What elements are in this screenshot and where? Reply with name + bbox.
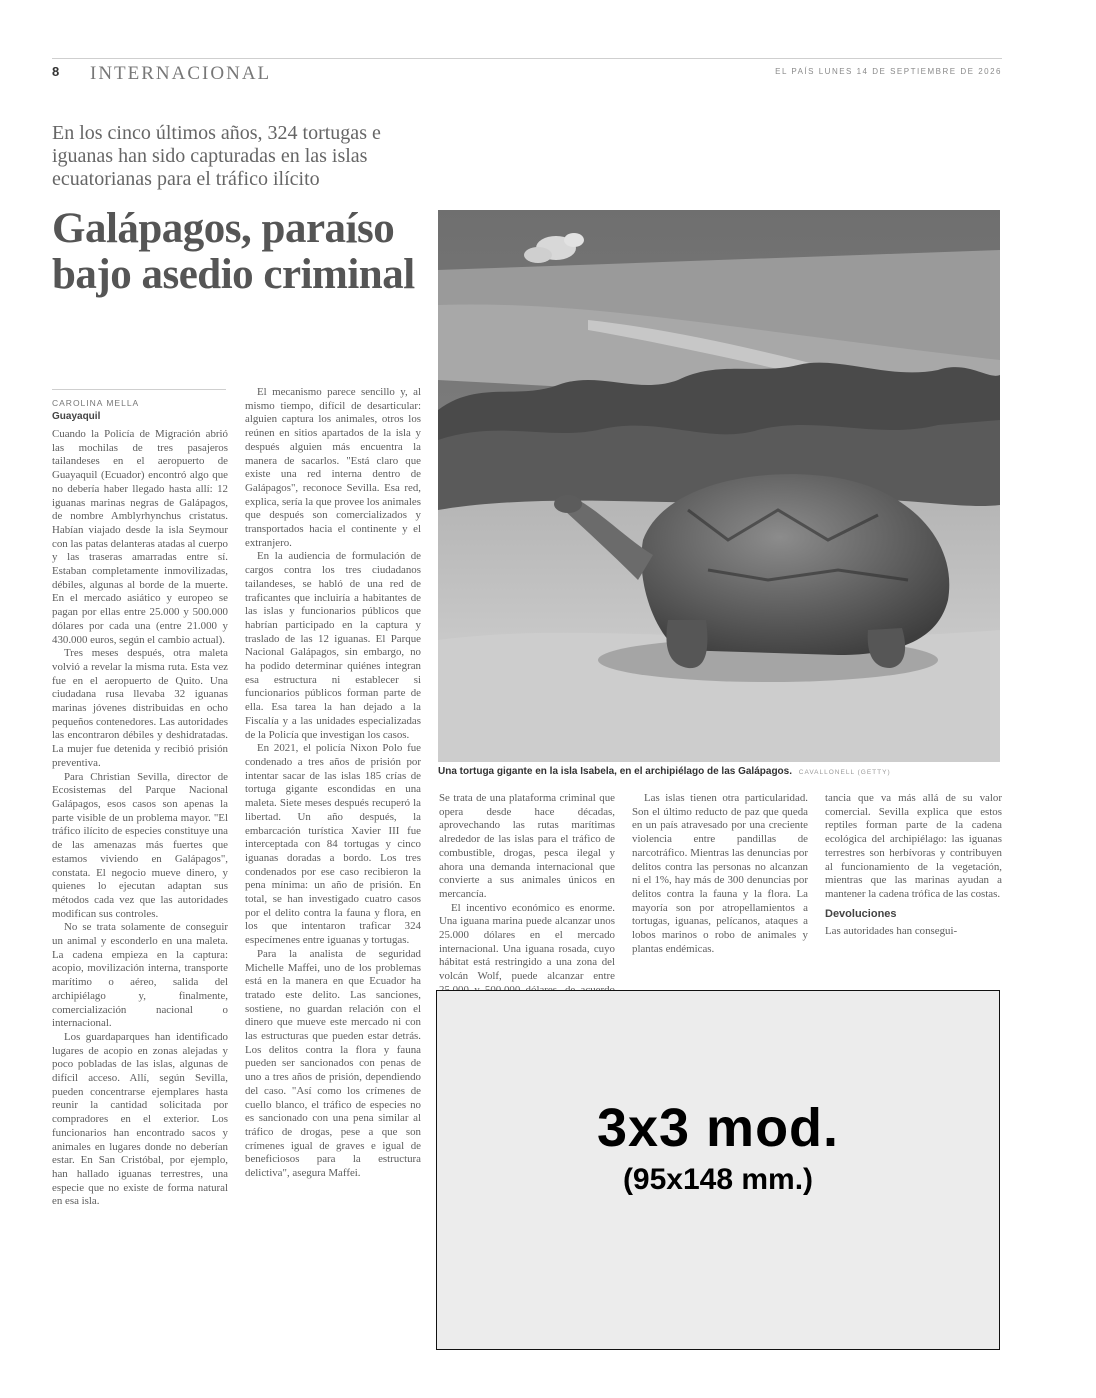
- article-column-5: [825, 792, 1002, 988]
- ad-size: (95x148 mm.): [622, 1163, 814, 1196]
- article-paragraph: tancia que va más allá de su valor comercial. Sevilla explica que estos reptiles forman parte de la cadena ecológica del archipiélago: las iguanas terrestres son herbívoras y contribuyen al funcionamiento de la vegetación, mientras que las marinas ayudan a mantener la cadena trófica de las costas.: [825, 792, 1002, 900]
- article-column-4: [632, 792, 808, 988]
- article-column-3: [439, 792, 615, 988]
- ad-placeholder: [436, 990, 1000, 1350]
- article-paragraph: Cuando la Policía de Migración abrió las mochilas de tres pasajeros tailandeses en el aeropuerto de Guayaquil (Ecuador) encontró algo que no debería haber llegado hasta allí: 12 iguanas marinas negras de Galápagos, de nombre Amblyrhynchus cristatus. Habían viajado desde la isla Seymour con las patas delanteras atadas al cuerpo y las traseras amarradas entre sí. Estaban completamente inmovilizadas, débiles, algunas al borde de la muerte. En el mercado asiático y europeo se pagan por ellas entre 25.000 y 500.000 dólares por cada una (entre 21.000 y 430.000 euros, según el cambio actual).: [52, 428, 228, 646]
- tortoise-photo: [438, 210, 1000, 762]
- article-paragraph: Las autoridades han consegui-: [825, 925, 958, 938]
- ad-title: 3x3 mod.: [596, 1098, 840, 1158]
- article-paragraph: El incentivo económico es enorme. Una iguana marina puede alcanzar unos 25.000 dólares en el mercado internacional. Una iguana rosada, cuyo hábitat está restringido a una zona del volcán Wolf, puede alcanzar entre: [439, 901, 615, 983]
- article-paragraph: El mecanismo parece sencillo y, al mismo tiempo, difícil de desarticular: alguien captura los animales, otros los reúnen en sitios apartados de la isla y después alguien más encuentra la manera de sacarlos. "Está claro que existe una red interna dentro de Galápagos", reconoce Sevilla. Esa red, explica, sería la que provee los animales que después son comercializados y transportados hacia el continente y el extranjero.: [245, 386, 421, 549]
- tortoise-photo-icon: [438, 210, 1000, 762]
- article-paragraph: Para la analista de seguridad Michelle Maffei, uno de los problemas está en la manera en que Ecuador ha tratado este delito. Las sanciones, sostiene, no guardan relación con el dinero que mueve este mercado ni con las estructuras que pueden estar detrás. Los delitos contra la flora y fauna pueden ser sancionados con penas de uno a tres años de prisión, dependiendo del caso. "Así como los crímenes de cuello blanco, el tráfico de especies no es sancionado con una pena similar al tráfico de drogas, pese a que son crímenes igual de graves e igual de beneficiosos para la estructura delictiva", asegura Maffei.: [245, 947, 421, 1180]
- article-paragraph: Los guardaparques han identificado lugares de acopio en zonas alejadas y poco pobladas de las islas, algunas de difícil acceso. Allí, según Sevilla, pueden concentrarse ejemplares hasta reunir la cantidad solicitada por compradores en el exterior. Los funcionarios han encontrado sacos y animales en lugares donde no deberían estar. En San Cristóbal, por ejemplo, han hallado iguanas terrestres, una especie que no existe de forma natural en esa isla.: [52, 1030, 228, 1208]
- header-rule: [52, 58, 1002, 59]
- section-name: INTERNACIONAL: [90, 63, 272, 84]
- photo-credit: CAVALLONELL (GETTY): [798, 769, 891, 776]
- article-paragraph: Las islas tienen otra particularidad. Son el último reducto de paz que queda en un país atravesado por una creciente violencia entre pandillas de narcotráfico. Mientras las denuncias por delitos contra las personas no alcanzan ni el 1%, hay más de 300 denuncias por delitos contra la fauna y la flora. La mayoría son por atropellamientos a tortugas, iguanas, pelícanos, ataques a lobos marinos o robo de animales y plantas endémicas.: [632, 792, 808, 955]
- byline-author: CAROLINA MELLA: [52, 398, 140, 408]
- article-paragraph: Se trata de una plataforma criminal que opera desde hace décadas, aprovechando las rutas marítimas alrededor de las islas para el tráfico de combustible, drogas, pesca ilegal y ahora una demanda internacional que convierte a sus animales únicos en mercancía.: [439, 792, 615, 900]
- photo-caption: [438, 766, 1018, 777]
- subhead-returns: Devoluciones: [825, 907, 897, 920]
- article-paragraph: En 2021, el policía Nixon Polo fue condenado a tres años de prisión por intentar sacar de las islas 185 crías de tortuga gigante escondidas en una maleta. Siete meses después recuperó la libertad. Un año después, la embarcación turística Xavier III fue interceptada con 84 tortugas y cinco iguanas doradas a bordo. Los tres condenados por ese caso recibieron la pena mínima: un año de prisión. En total, se han investigado cuatro casos por el delito contra la fauna y flora, en los que intentaron traficar 324 especímenes entre iguanas y tortugas.: [245, 742, 421, 947]
- article-paragraph: No se trata solamente de conseguir un animal y esconderlo en una maleta. La cadena empieza en la captura: acopio, movilización interna, transporte marítimo o aéreo, salida del archipiélago y, finalmente, comercialización nacional o internacional.: [52, 921, 228, 1030]
- article-title: Galápagos, paraíso bajo asedio criminal: [52, 205, 415, 298]
- article-paragraph: Para Christian Sevilla, director de Ecosistemas del Parque Nacional Galápagos, esos casos son apenas la parte visible de un problema mayor. "El tráfico ilícito de especies constituye una de las amenazas más fuertes que estamos viviendo en Galápagos", constata. El negocio mueve dinero, y quienes lo ejecutan adaptan sus métodos cada vez que las autoridades modifican sus controles.: [52, 770, 228, 920]
- folio: EL PAÍS LUNES 14 DE SEPTIEMBRE DE 2026: [775, 67, 1002, 76]
- page-number: 8: [52, 64, 60, 79]
- article-paragraph: Tres meses después, otra maleta volvió a revelar la misma ruta. Esta vez fue en el aeropuerto de Quito. Una ciudadana rusa llevaba 32 iguanas marinas jóvenes distribuidas en ocho pequeños contenedores. Las autoridades las encontraron débiles y deshidratadas. La mujer fue detenida y recibió prisión preventiva.: [52, 647, 228, 769]
- article-paragraph: En la audiencia de formulación de cargos contra los tres ciudadanos tailandeses, se habló de una red de traficantes que incluiría a habitantes de las islas y funcionarios públicos que habrían participado en la captura y traslado de las 12 iguanas. El Parque Nacional Galápagos, sin embargo, no ha podido determinar quiénes integran esa estructura ni establecer si funcionarios públicos forman parte de ella. Esa tarea la han dejado a la Fiscalía y a las unidades especializadas de la Policía que investigan los casos.: [245, 550, 421, 741]
- photo-caption-text: Una tortuga gigante en la isla Isabela, en el archipiélago de las Galápagos.: [438, 766, 792, 777]
- article-column-1: [52, 428, 228, 1353]
- article-column-2: [245, 386, 421, 1353]
- article-subheadline: En los cinco últimos años, 324 tortugas e iguanas han sido capturadas en las islas ecuatorianas para el tráfico ilícito: [52, 122, 381, 190]
- byline-rule: [52, 389, 226, 390]
- byline-location: Guayaquil: [52, 411, 101, 422]
